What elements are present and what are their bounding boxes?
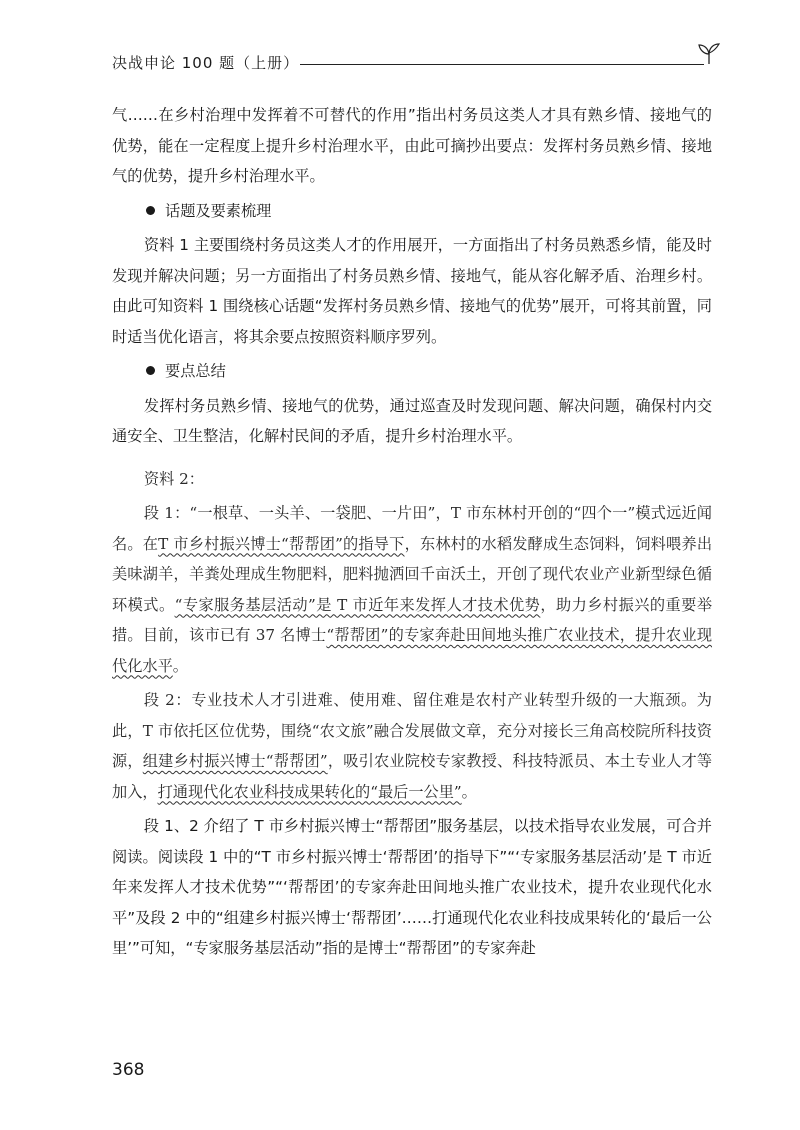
book-title: 决战申论 100 题（上册） bbox=[112, 54, 300, 72]
text-run: ，东林村的水稻发酵成生态饲料，饲料喂养出美味湖羊，羊粪处理成生物肥料，肥料抛洒回千亩沃土，开创了现代农业产业新型绿色循环模式。 bbox=[112, 534, 713, 614]
text-run: 。 bbox=[172, 656, 188, 675]
paragraph: 资料 1 主要围绕村务员这类人才的作用展开，一方面指出了村务员熟悉乡情，能及时发现并解决问题；另一方面指出了村务员熟乡情、接地气，能从容化解矛盾、治理乡村。由此可知资料 1 围绕核心话题“发挥村务员熟乡情、接地气的优势”展开，可将其前置，同时适当优化语言，将其余要点按照资料顺序罗列。 bbox=[112, 236, 712, 346]
text-run: ，助力乡村振兴的重要举措。目前，该市已有 37 名博士 bbox=[112, 595, 713, 644]
running-header bbox=[112, 42, 722, 72]
material-title: 资料 2： bbox=[143, 469, 204, 488]
page-body bbox=[112, 100, 712, 964]
bullet-heading bbox=[146, 356, 712, 387]
material-segment bbox=[112, 685, 712, 807]
sprout-icon bbox=[696, 42, 722, 66]
text-run: 段 2：专业技术人才引进难、使用难、留住难是农村产业转型升级的一大瓶颈。为此，T 市依托区位优势，围绕“农文旅”融合发展做文章，充分对接长三角高校院所科技资源， bbox=[112, 691, 712, 770]
underlined-text: 打通现代化农业科技成果转化的“最后一公里” bbox=[157, 782, 462, 801]
underlined-text: 组建乡村振兴博士“帮帮团” bbox=[142, 752, 328, 770]
bullet-heading-text: 要点总结 bbox=[165, 362, 226, 380]
page-number: 368 bbox=[112, 1060, 145, 1080]
bullet-heading bbox=[146, 196, 712, 227]
paragraph: 段 1、2 介绍了 T 市乡村振兴博士“帮帮团”服务基层，以技术指导农业发展，可合并阅读。阅读段 1 中的“T 市乡村振兴博士‘帮帮团’的指导下”“‘专家服务基层活动’是 T 市近年来发挥人才技术优势”“‘帮帮团’的专家奔赴田间地头推广农业技术，提升农业现代化水平”及段 2 中的“组建乡村振兴博士‘帮帮团’……打通现代化农业科技成果转化的‘最后一公里’”可知，“专家服务基层活动”指的是博士“帮帮团”的专家奔赴 bbox=[112, 817, 712, 957]
underlined-text: “帮帮团”的专家奔赴田间地头推广农业技术，提升农业现代化水平 bbox=[112, 626, 713, 675]
bullet-dot-icon bbox=[146, 206, 155, 215]
bullet-dot-icon bbox=[146, 366, 155, 375]
paragraph: 发挥村务员熟乡情、接地气的优势，通过巡查及时发现问题、解决问题，确保村内交通安全、卫生整洁，化解村民间的矛盾，提升乡村治理水平。 bbox=[112, 396, 712, 445]
text-run: 。 bbox=[461, 782, 477, 801]
bullet-heading-text: 话题及要素梳理 bbox=[165, 201, 272, 220]
text-run: ，吸引农业院校专家教授、科技特派员、本土专业人才等加入， bbox=[112, 752, 713, 801]
underlined-text: T 市乡村振兴博士“帮帮团”的指导下 bbox=[158, 534, 405, 553]
material-segment bbox=[112, 498, 712, 681]
underlined-text: “专家服务基层活动”是 T 市近年来发挥人才技术优势 bbox=[174, 595, 541, 614]
header-rule bbox=[300, 64, 704, 65]
paragraph: 气……在乡村治理中发挥着不可替代的作用”指出村务员这类人才具有熟乡情、接地气的优势，能在一定程度上提升乡村治理水平，由此可摘抄出要点：发挥村务员熟乡情、接地气的优势，提升乡村治理水平。 bbox=[112, 106, 712, 185]
text-run: 段 1：“一根草、一头羊、一袋肥、一片田”，T 市东林村开创的“四个一”模式远近闻名。在 bbox=[112, 504, 712, 553]
